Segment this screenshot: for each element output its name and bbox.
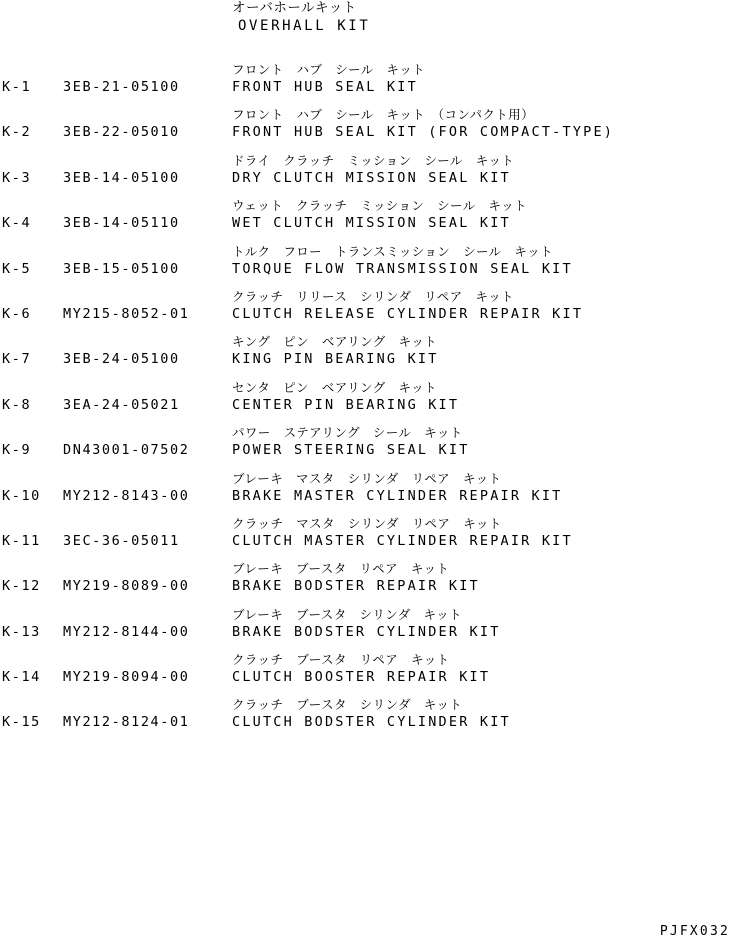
list-item xyxy=(0,512,740,557)
item-part-number: 3EB-15-05100 xyxy=(63,260,180,277)
item-description-japanese: ブレーキ ブースタ リペア キット xyxy=(232,561,450,577)
item-part-number: 3EA-24-05021 xyxy=(63,396,180,413)
item-part-number: 3EC-36-05011 xyxy=(63,532,180,549)
item-reference-number: K-12 xyxy=(2,578,41,595)
item-part-number: 3EB-14-05100 xyxy=(63,169,180,186)
list-item xyxy=(0,603,740,648)
item-description-japanese: クラッチ ブースタ シリンダ キット xyxy=(232,697,463,713)
item-description-english: FRONT HUB SEAL KIT (FOR COMPACT-TYPE) xyxy=(232,124,615,141)
item-description-japanese: クラッチ マスタ シリンダ リペア キット xyxy=(232,515,502,531)
item-description-english: DRY CLUTCH MISSION SEAL KIT xyxy=(232,169,511,186)
item-part-number: 3EB-22-05010 xyxy=(63,124,180,141)
item-description-japanese: ドライ クラッチ ミッション シール キット xyxy=(232,152,515,168)
page-code: PJFX032 xyxy=(659,924,730,939)
list-item xyxy=(0,330,740,375)
item-part-number: DN43001-07502 xyxy=(63,442,190,459)
item-description-english: WET CLUTCH MISSION SEAL KIT xyxy=(232,215,511,232)
item-reference-number: K-11 xyxy=(2,532,41,549)
item-description-english: CLUTCH MASTER CYLINDER REPAIR KIT xyxy=(232,532,573,549)
item-description-english: BRAKE BODSTER REPAIR KIT xyxy=(232,578,480,595)
item-reference-number: K-10 xyxy=(2,487,41,504)
item-description-japanese: ウェット クラッチ ミッション シール キット xyxy=(232,198,527,214)
item-description-japanese: パワー ステアリング シール キット xyxy=(232,425,463,441)
item-description-japanese: クラッチ リリース シリンダ リペア キット xyxy=(232,288,514,304)
item-part-number: MY212-8124-01 xyxy=(63,714,190,731)
item-description-japanese: ブレーキ マスタ シリンダ リペア キット xyxy=(232,470,502,486)
item-description-english: CLUTCH RELEASE CYLINDER REPAIR KIT xyxy=(232,305,584,322)
list-item xyxy=(0,285,740,330)
list-item xyxy=(0,149,740,194)
list-item xyxy=(0,240,740,285)
item-reference-number: K-8 xyxy=(2,396,32,413)
page-title-japanese: オーバホールキット xyxy=(232,0,357,16)
item-description-english: CENTER PIN BEARING KIT xyxy=(232,396,460,413)
list-item xyxy=(0,557,740,602)
item-description-english: FRONT HUB SEAL KIT xyxy=(232,79,418,95)
item-description-japanese: ブレーキ ブースタ シリンダ キット xyxy=(232,606,462,622)
item-description-english: BRAKE BODSTER CYLINDER KIT xyxy=(232,623,501,640)
item-description-japanese: センタ ピン ベアリング キット xyxy=(232,379,437,395)
item-reference-number: K-13 xyxy=(2,623,41,640)
item-part-number: 3EB-21-05100 xyxy=(63,79,180,95)
item-description-english: TORQUE FLOW TRANSMISSION SEAL KIT xyxy=(232,260,573,277)
item-reference-number: K-7 xyxy=(2,351,32,368)
page-header xyxy=(232,0,652,36)
item-reference-number: K-5 xyxy=(2,260,32,277)
item-description-japanese: トルク フロー トランスミッション シール キット xyxy=(232,243,553,259)
item-reference-number: K-15 xyxy=(2,714,41,731)
item-description-japanese: キング ピン ベアリング キット xyxy=(232,334,438,350)
page-title-english: OVERHALL KIT xyxy=(238,18,371,34)
item-reference-number: K-14 xyxy=(2,669,41,686)
item-reference-number: K-9 xyxy=(2,442,32,459)
item-part-number: MY219-8094-00 xyxy=(63,669,190,686)
item-part-number: 3EB-14-05110 xyxy=(63,215,180,232)
list-item xyxy=(0,376,740,421)
item-description-japanese: フロント ハブ シール キット （コンパクト用） xyxy=(232,107,534,123)
item-part-number: MY219-8089-00 xyxy=(63,578,190,595)
list-item xyxy=(0,648,740,693)
item-reference-number: K-4 xyxy=(2,215,32,232)
list-item xyxy=(0,421,740,466)
item-part-number: 3EB-24-05100 xyxy=(63,351,180,368)
item-reference-number: K-6 xyxy=(2,305,32,322)
list-item xyxy=(0,693,740,738)
item-description-english: KING PIN BEARING KIT xyxy=(232,351,439,368)
item-description-english: CLUTCH BODSTER CYLINDER KIT xyxy=(232,714,511,731)
item-reference-number: K-1 xyxy=(2,79,32,95)
item-reference-number: K-2 xyxy=(2,124,32,141)
item-part-number: MY212-8143-00 xyxy=(63,487,190,504)
item-part-number: MY212-8144-00 xyxy=(63,623,190,640)
item-description-english: POWER STEERING SEAL KIT xyxy=(232,442,470,459)
list-item xyxy=(0,103,740,148)
item-description-japanese: クラッチ ブースタ リペア キット xyxy=(232,652,450,668)
parts-list xyxy=(0,58,740,739)
list-item xyxy=(0,194,740,239)
item-description-english: BRAKE MASTER CYLINDER REPAIR KIT xyxy=(232,487,563,504)
item-description-japanese: フロント ハブ シール キット xyxy=(232,62,426,77)
item-reference-number: K-3 xyxy=(2,169,32,186)
list-item xyxy=(0,58,740,103)
list-item xyxy=(0,467,740,512)
item-part-number: MY215-8052-01 xyxy=(63,305,190,322)
item-description-english: CLUTCH BOOSTER REPAIR KIT xyxy=(232,669,491,686)
